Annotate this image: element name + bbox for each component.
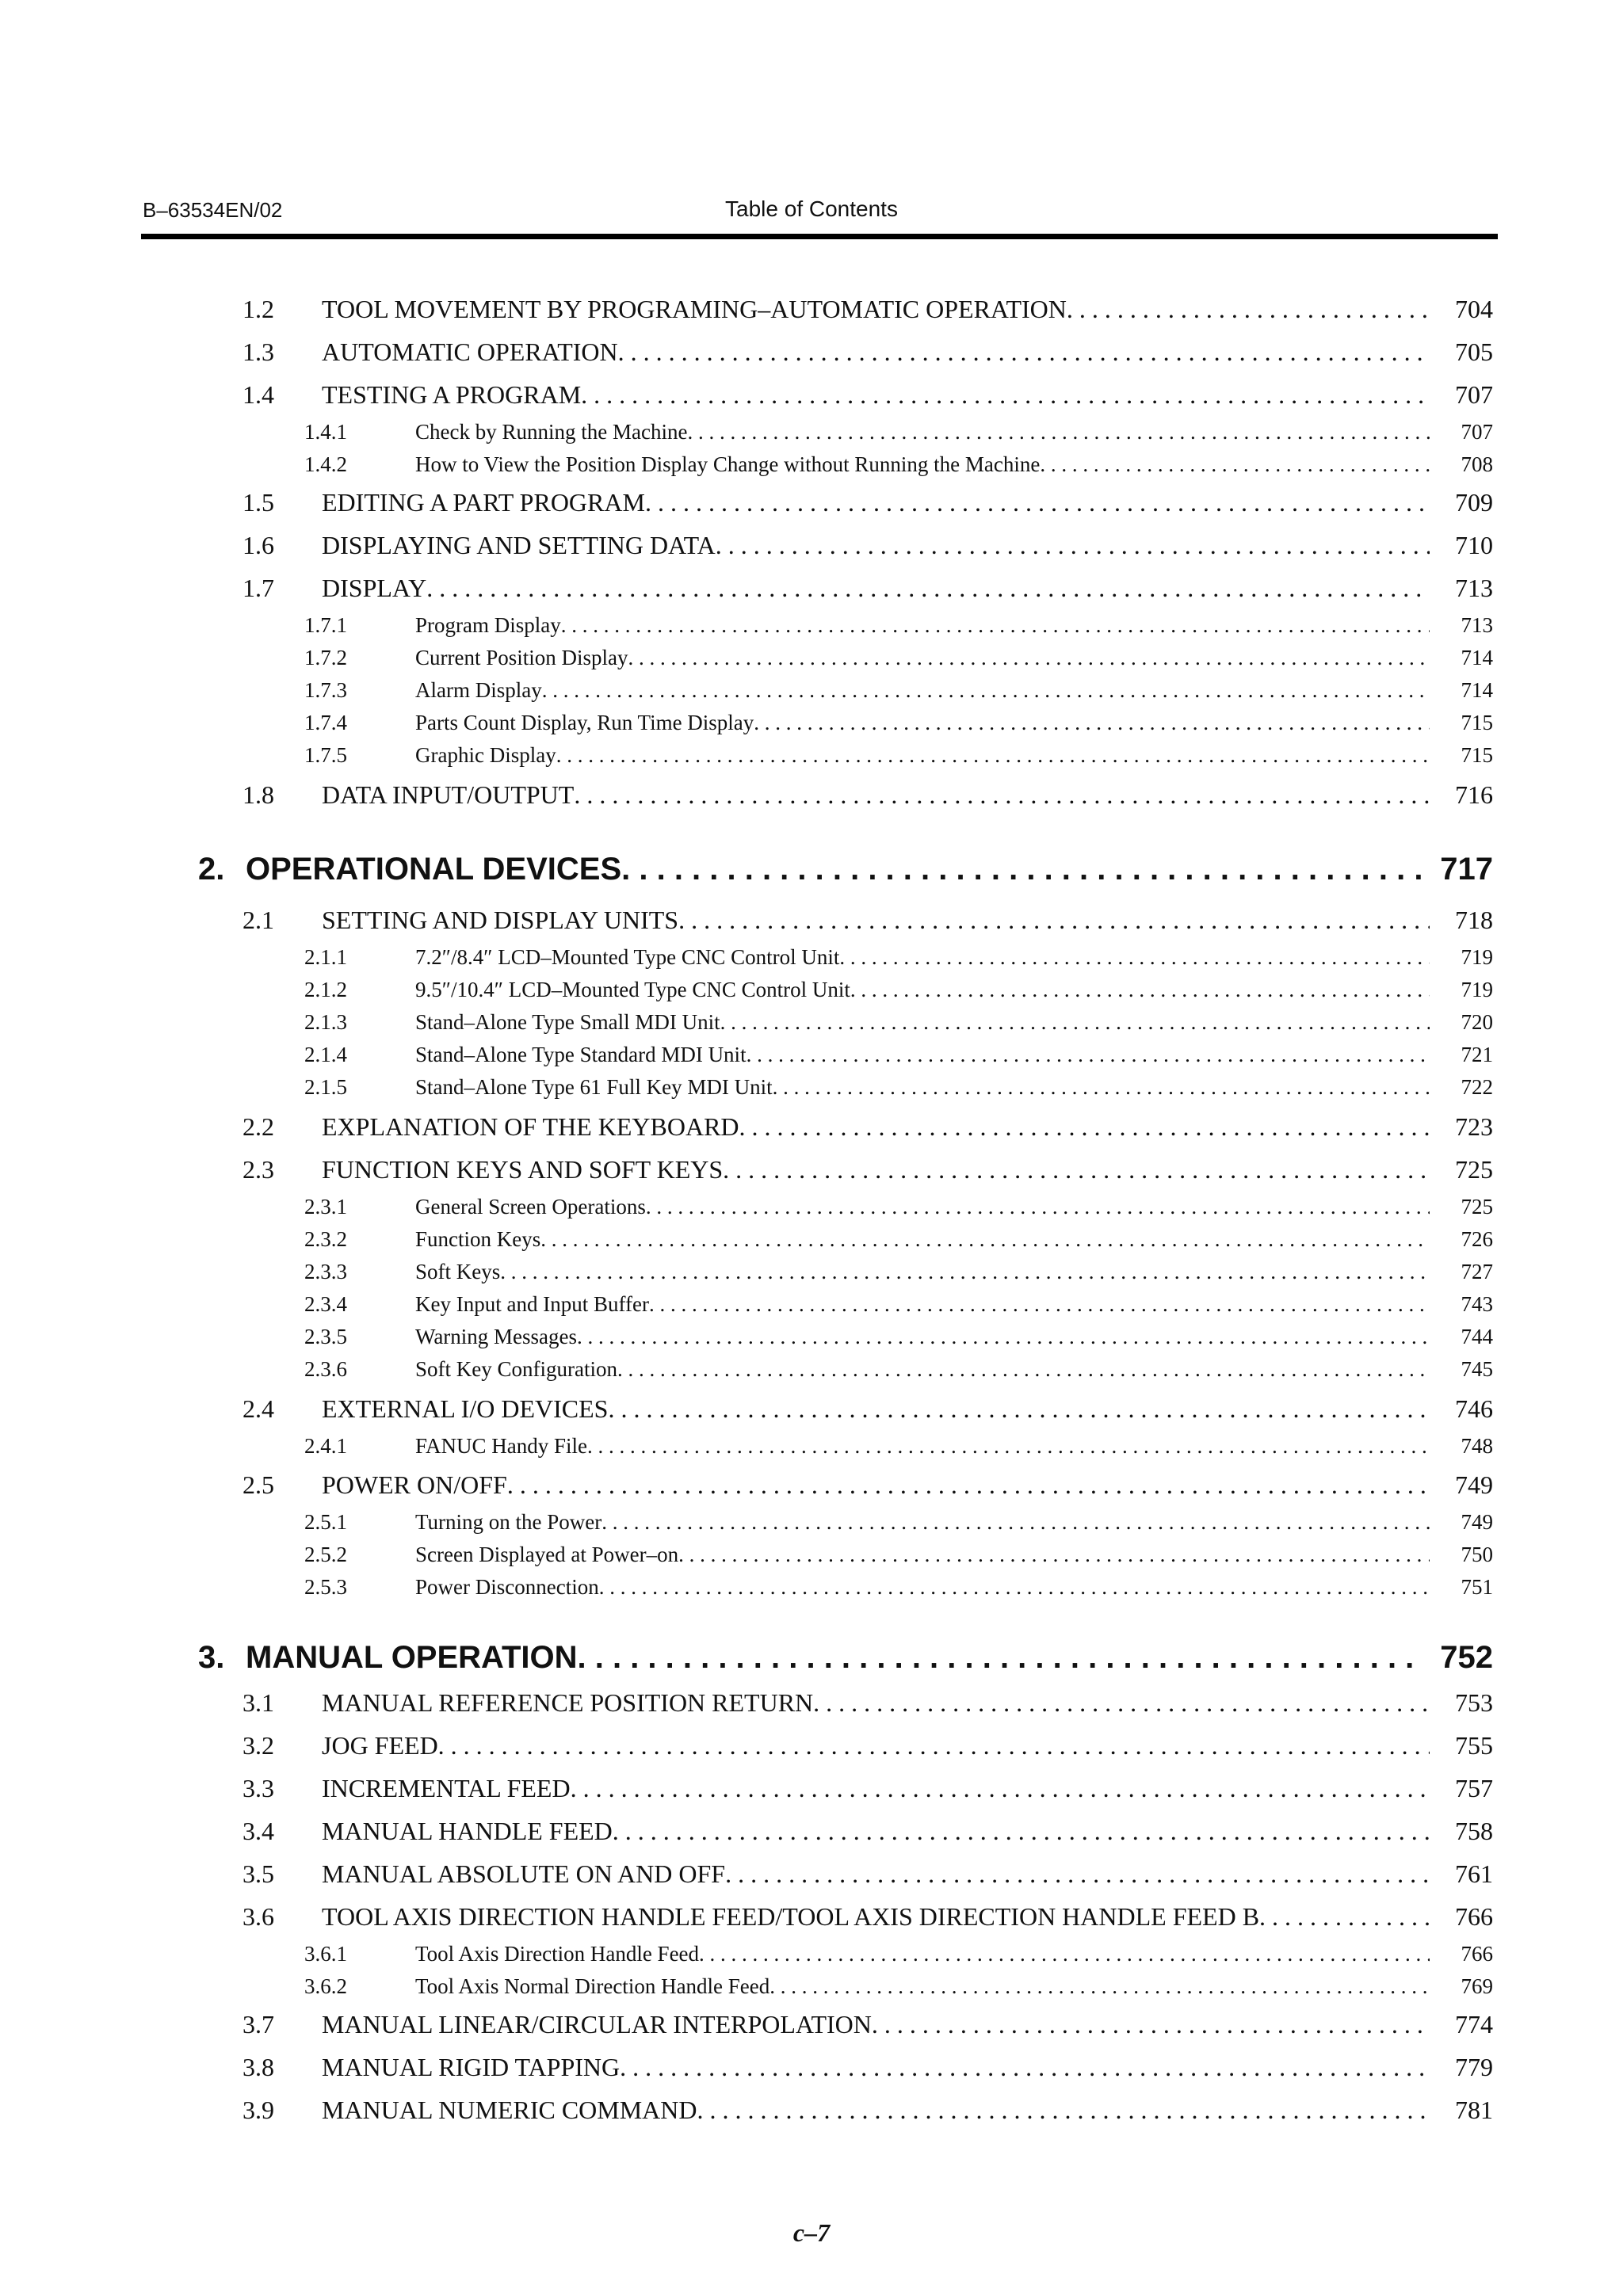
toc-leader-dots — [571, 1774, 1430, 1803]
toc-title: Check by Running the Machine — [415, 420, 688, 444]
toc-leader-dots — [601, 1510, 1430, 1535]
toc-title: Function Keys — [415, 1227, 541, 1251]
toc-number: 3.3 — [242, 1774, 274, 1802]
toc-leader-dots — [646, 1195, 1430, 1219]
toc-title: Key Input and Input Buffer — [415, 1292, 649, 1316]
toc-section[interactable] — [242, 531, 1493, 560]
toc-page-number: 719 — [1461, 945, 1493, 969]
toc-leader-dots — [507, 1470, 1430, 1500]
toc-leader-dots — [699, 1942, 1430, 1966]
toc-page-number: 761 — [1455, 1859, 1493, 1888]
toc-subsection[interactable] — [304, 1043, 1493, 1067]
toc-leader-dots — [426, 574, 1430, 603]
toc-leader-dots — [621, 852, 1422, 887]
toc-title: 7.2″/8.4″ LCD–Mounted Type CNC Control Unit — [415, 945, 840, 969]
toc-number: 2.1.4 — [304, 1043, 347, 1066]
page-header-title: Table of Contents — [725, 196, 898, 221]
toc-title: Stand–Alone Type 61 Full Key MDI Unit — [415, 1075, 773, 1099]
toc-number: 3.8 — [242, 2053, 274, 2081]
toc-number: 1.7 — [242, 574, 274, 602]
toc-leader-dots — [542, 678, 1430, 703]
toc-subsection[interactable] — [304, 1974, 1493, 1999]
toc-page-number: 749 — [1455, 1470, 1493, 1499]
toc-number: 2.3.6 — [304, 1357, 347, 1381]
toc-page-number: 725 — [1461, 1195, 1493, 1219]
toc-page-number: 722 — [1461, 1075, 1493, 1099]
toc-title: Stand–Alone Type Standard MDI Unit — [415, 1043, 747, 1066]
toc-number: 1.4.2 — [304, 452, 347, 476]
toc-page-number: 707 — [1455, 380, 1493, 409]
toc-subsection[interactable] — [304, 1325, 1493, 1349]
toc-page-number: 757 — [1455, 1774, 1493, 1802]
toc-title: AUTOMATIC OPERATION — [322, 338, 618, 366]
toc-page-number: 716 — [1455, 780, 1493, 809]
toc-chapter[interactable] — [198, 1640, 1493, 1676]
toc-section[interactable] — [242, 338, 1493, 367]
toc-number: 1.6 — [242, 531, 274, 559]
toc-title: OPERATIONAL DEVICES — [246, 852, 622, 887]
toc-number: 1.3 — [242, 338, 274, 366]
toc-title: MANUAL RIGID TAPPING — [322, 2053, 621, 2081]
toc-leader-dots — [581, 380, 1430, 410]
document-number: B–63534EN/02 — [143, 198, 283, 222]
toc-section[interactable] — [242, 380, 1493, 410]
toc-page-number: 758 — [1455, 1817, 1493, 1845]
toc-title: Parts Count Display, Run Time Display — [415, 711, 754, 734]
toc-title: Stand–Alone Type Small MDI Unit — [415, 1010, 720, 1034]
toc-leader-dots — [618, 338, 1430, 367]
toc-page-number: 751 — [1461, 1575, 1493, 1599]
toc-leader-dots — [850, 978, 1430, 1002]
toc-number: 2.1.3 — [304, 1010, 347, 1034]
toc-leader-dots — [1040, 452, 1430, 477]
toc-title: EXPLANATION OF THE KEYBOARD — [322, 1112, 739, 1141]
toc-page-number: 774 — [1455, 2010, 1493, 2039]
toc-page-number: 744 — [1461, 1325, 1493, 1348]
toc-leader-dots — [769, 1974, 1430, 1999]
toc-section[interactable] — [242, 2096, 1493, 2125]
toc-title: DISPLAYING AND SETTING DATA — [322, 531, 716, 559]
toc-number: 1.5 — [242, 488, 274, 517]
toc-title: Program Display — [415, 613, 561, 637]
toc-number: 3.5 — [242, 1859, 274, 1888]
toc-number: 1.7.3 — [304, 678, 347, 702]
toc-number: 2.3.2 — [304, 1227, 347, 1251]
toc-subsection[interactable] — [304, 711, 1493, 735]
header-rule — [141, 234, 1498, 239]
toc-number: 1.4 — [242, 380, 274, 409]
toc-section[interactable] — [242, 1774, 1493, 1803]
toc-leader-dots — [687, 420, 1430, 444]
toc-number: 1.7.5 — [304, 743, 347, 767]
toc-leader-dots — [556, 743, 1430, 768]
toc-number: 2.3 — [242, 1155, 274, 1184]
toc-section[interactable] — [242, 1155, 1493, 1184]
toc-title: Screen Displayed at Power–on — [415, 1543, 679, 1566]
toc-number: 1.7.4 — [304, 711, 347, 734]
toc-page-number: 725 — [1455, 1155, 1493, 1184]
toc-leader-dots — [608, 1394, 1430, 1424]
toc-title: POWER ON/OFF — [322, 1470, 507, 1499]
toc-section[interactable] — [242, 574, 1493, 603]
toc-number: 3.2 — [242, 1731, 274, 1760]
toc-page-number: 743 — [1461, 1292, 1493, 1316]
toc-page-number: 750 — [1461, 1543, 1493, 1566]
toc-title: DISPLAY — [322, 574, 427, 602]
toc-title: Current Position Display — [415, 646, 628, 669]
toc-title: MANUAL NUMERIC COMMAND — [322, 2096, 697, 2124]
toc-number: 1.4.1 — [304, 420, 347, 444]
toc-leader-dots — [739, 1112, 1430, 1142]
toc-subsection[interactable] — [304, 646, 1493, 670]
toc-leader-dots — [574, 780, 1430, 810]
toc-leader-dots — [872, 2010, 1430, 2039]
toc-number: 3.1 — [242, 1688, 274, 1717]
toc-page-number: 753 — [1455, 1688, 1493, 1717]
toc-section[interactable] — [242, 780, 1493, 810]
toc-section[interactable] — [242, 1688, 1493, 1718]
toc-subsection[interactable] — [304, 1942, 1493, 1966]
toc-title: Tool Axis Direction Handle Feed — [415, 1942, 700, 1966]
toc-page-number: 779 — [1455, 2053, 1493, 2081]
toc-title: TESTING A PROGRAM — [322, 380, 582, 409]
toc-page-number: 781 — [1455, 2096, 1493, 2124]
toc-page-number: 720 — [1461, 1010, 1493, 1034]
toc-section[interactable] — [242, 1859, 1493, 1889]
toc-leader-dots — [620, 2053, 1430, 2082]
toc-subsection[interactable] — [304, 1075, 1493, 1100]
toc-leader-dots — [540, 1227, 1430, 1252]
toc-number: 2.1 — [242, 906, 274, 934]
toc-title: Alarm Display — [415, 678, 542, 702]
toc-page-number: 726 — [1461, 1227, 1493, 1251]
toc-section[interactable] — [242, 1470, 1493, 1500]
toc-section[interactable] — [242, 1112, 1493, 1142]
toc-number: 1.7.2 — [304, 646, 347, 669]
toc-title: General Screen Operations — [415, 1195, 646, 1219]
toc-title: JOG FEED — [322, 1731, 438, 1760]
toc-leader-dots — [747, 1043, 1430, 1067]
toc-leader-dots — [500, 1260, 1430, 1284]
toc-page-number: 723 — [1455, 1112, 1493, 1141]
toc-subsection[interactable] — [304, 1510, 1493, 1535]
toc-subsection[interactable] — [304, 678, 1493, 703]
toc-leader-dots — [754, 711, 1430, 735]
toc-subsection[interactable] — [304, 1195, 1493, 1219]
toc-title: MANUAL HANDLE FEED — [322, 1817, 613, 1845]
toc-title: EXTERNAL I/O DEVICES — [322, 1394, 609, 1423]
toc-page-number: 715 — [1461, 743, 1493, 767]
toc-number: 2.3.4 — [304, 1292, 347, 1316]
toc-number: 2.2 — [242, 1112, 274, 1141]
toc-title: FANUC Handy File — [415, 1434, 588, 1458]
toc-leader-dots — [587, 1434, 1430, 1459]
toc-page-number: 714 — [1461, 646, 1493, 669]
toc-page-number: 766 — [1455, 1902, 1493, 1931]
toc-title: Tool Axis Normal Direction Handle Feed — [415, 1974, 770, 1998]
toc-leader-dots — [678, 906, 1430, 935]
toc-title: Warning Messages — [415, 1325, 578, 1348]
toc-section[interactable] — [242, 1394, 1493, 1424]
toc-subsection[interactable] — [304, 1575, 1493, 1600]
toc-title: TOOL AXIS DIRECTION HANDLE FEED/TOOL AXIS DIRECTION HANDLE FEED B — [322, 1902, 1260, 1931]
toc-title: FUNCTION KEYS AND SOFT KEYS — [322, 1155, 724, 1184]
toc-page-number: 752 — [1440, 1640, 1493, 1675]
toc-title: INCREMENTAL FEED — [322, 1774, 571, 1802]
toc-title: Soft Keys — [415, 1260, 501, 1283]
toc-leader-dots — [645, 488, 1430, 517]
toc-title: SETTING AND DISPLAY UNITS — [322, 906, 679, 934]
toc-number: 2.4.1 — [304, 1434, 347, 1458]
toc-chapter[interactable] — [198, 852, 1493, 887]
toc-leader-dots — [839, 945, 1430, 970]
toc-section[interactable] — [242, 2053, 1493, 2082]
toc-page-number: 717 — [1440, 852, 1493, 887]
toc-page-number: 714 — [1461, 678, 1493, 702]
toc-page-number: 718 — [1455, 906, 1493, 934]
toc-subsection[interactable] — [304, 613, 1493, 638]
toc-leader-dots — [720, 1010, 1430, 1035]
toc-leader-dots — [628, 646, 1430, 670]
toc-number: 2.1.1 — [304, 945, 347, 969]
toc-number: 1.8 — [242, 780, 274, 809]
toc-leader-dots — [577, 1325, 1430, 1349]
toc-leader-dots — [649, 1292, 1430, 1317]
toc-number: 2.3.5 — [304, 1325, 347, 1348]
toc-leader-dots — [1259, 1902, 1430, 1932]
toc-page-number: 766 — [1461, 1942, 1493, 1966]
toc-title: Power Disconnection — [415, 1575, 599, 1599]
toc-page-number: 749 — [1461, 1510, 1493, 1534]
toc-section[interactable] — [242, 488, 1493, 517]
toc-leader-dots — [725, 1859, 1430, 1889]
toc-title: DATA INPUT/OUTPUT — [322, 780, 575, 809]
toc-title: How to View the Position Display Change without Running the Machine — [415, 452, 1041, 476]
toc-leader-dots — [697, 2096, 1430, 2125]
toc-leader-dots — [716, 531, 1430, 560]
toc-number: 2.3.3 — [304, 1260, 347, 1283]
toc-subsection[interactable] — [304, 1227, 1493, 1252]
toc-leader-dots — [773, 1075, 1430, 1100]
toc-page-number: 708 — [1461, 452, 1493, 476]
toc-page-number: 704 — [1455, 295, 1493, 323]
toc-number: 2.1.2 — [304, 978, 347, 1001]
toc-subsection[interactable] — [304, 978, 1493, 1002]
toc-page-number: 713 — [1461, 613, 1493, 637]
toc-page-number: 709 — [1455, 488, 1493, 517]
toc-number: 2.5.1 — [304, 1510, 347, 1534]
toc-leader-dots — [813, 1688, 1430, 1718]
toc-number: 3.6.1 — [304, 1942, 347, 1966]
toc-page-number: 710 — [1455, 531, 1493, 559]
toc-page-number: 715 — [1461, 711, 1493, 734]
toc-number: 3.4 — [242, 1817, 274, 1845]
toc-number: 3.7 — [242, 2010, 274, 2039]
toc-subsection[interactable] — [304, 1010, 1493, 1035]
toc-page-number: 727 — [1461, 1260, 1493, 1283]
toc-number: 2.5 — [242, 1470, 274, 1499]
toc-number: 2.1.5 — [304, 1075, 347, 1099]
toc-leader-dots — [578, 1640, 1422, 1676]
toc-number: 3.6 — [242, 1902, 274, 1931]
toc-page-number: 719 — [1461, 978, 1493, 1001]
toc-section[interactable] — [242, 1817, 1493, 1846]
toc-title: MANUAL REFERENCE POSITION RETURN — [322, 1688, 814, 1717]
toc-number: 1.2 — [242, 295, 274, 323]
toc-page-number: 721 — [1461, 1043, 1493, 1066]
toc-number: 3.6.2 — [304, 1974, 347, 1998]
toc-number: 1.7.1 — [304, 613, 347, 637]
toc-page-number: 707 — [1461, 420, 1493, 444]
toc-page-number: 755 — [1455, 1731, 1493, 1760]
toc-number: 2. — [198, 852, 225, 887]
toc-section[interactable] — [242, 1731, 1493, 1760]
toc-subsection[interactable] — [304, 420, 1493, 444]
toc-section[interactable] — [242, 906, 1493, 935]
toc-number: 3.9 — [242, 2096, 274, 2124]
toc-number: 2.3.1 — [304, 1195, 347, 1219]
toc-number: 2.5.2 — [304, 1543, 347, 1566]
toc-section[interactable] — [242, 295, 1493, 324]
toc-leader-dots — [561, 613, 1430, 638]
page-number: c–7 — [792, 2218, 831, 2247]
toc-title: MANUAL OPERATION — [246, 1640, 578, 1675]
toc-leader-dots — [723, 1155, 1430, 1184]
toc-title: MANUAL ABSOLUTE ON AND OFF — [322, 1859, 726, 1888]
toc-page-number: 769 — [1461, 1974, 1493, 1998]
toc-subsection[interactable] — [304, 1434, 1493, 1459]
toc-subsection[interactable] — [304, 1260, 1493, 1284]
toc-title: Soft Key Configuration — [415, 1357, 617, 1381]
toc-page-number: 746 — [1455, 1394, 1493, 1423]
toc-page-number: 705 — [1455, 338, 1493, 366]
toc-title: TOOL MOVEMENT BY PROGRAMING–AUTOMATIC OPERATION — [322, 295, 1067, 323]
toc-page-number: 748 — [1461, 1434, 1493, 1458]
toc-leader-dots — [1067, 295, 1430, 324]
toc-subsection[interactable] — [304, 452, 1493, 477]
toc-page-number: 745 — [1461, 1357, 1493, 1381]
toc-number: 2.5.3 — [304, 1575, 347, 1599]
toc-leader-dots — [613, 1817, 1430, 1846]
toc-number: 2.4 — [242, 1394, 274, 1423]
toc-number: 3. — [198, 1640, 225, 1675]
toc-page-number: 713 — [1455, 574, 1493, 602]
toc-section[interactable] — [242, 1902, 1493, 1932]
toc-leader-dots — [617, 1357, 1430, 1382]
toc-subsection[interactable] — [304, 1292, 1493, 1317]
toc-title: Turning on the Power — [415, 1510, 602, 1534]
toc-leader-dots — [438, 1731, 1430, 1760]
toc-section[interactable] — [242, 2010, 1493, 2039]
toc-title: EDITING A PART PROGRAM — [322, 488, 645, 517]
toc-subsection[interactable] — [304, 743, 1493, 768]
toc-title: MANUAL LINEAR/CIRCULAR INTERPOLATION — [322, 2010, 872, 2039]
toc-subsection[interactable] — [304, 1543, 1493, 1567]
toc-subsection[interactable] — [304, 1357, 1493, 1382]
toc-leader-dots — [678, 1543, 1430, 1567]
toc-leader-dots — [599, 1575, 1430, 1600]
toc-title: 9.5″/10.4″ LCD–Mounted Type CNC Control Unit — [415, 978, 850, 1001]
toc-title: Graphic Display — [415, 743, 556, 767]
toc-subsection[interactable] — [304, 945, 1493, 970]
